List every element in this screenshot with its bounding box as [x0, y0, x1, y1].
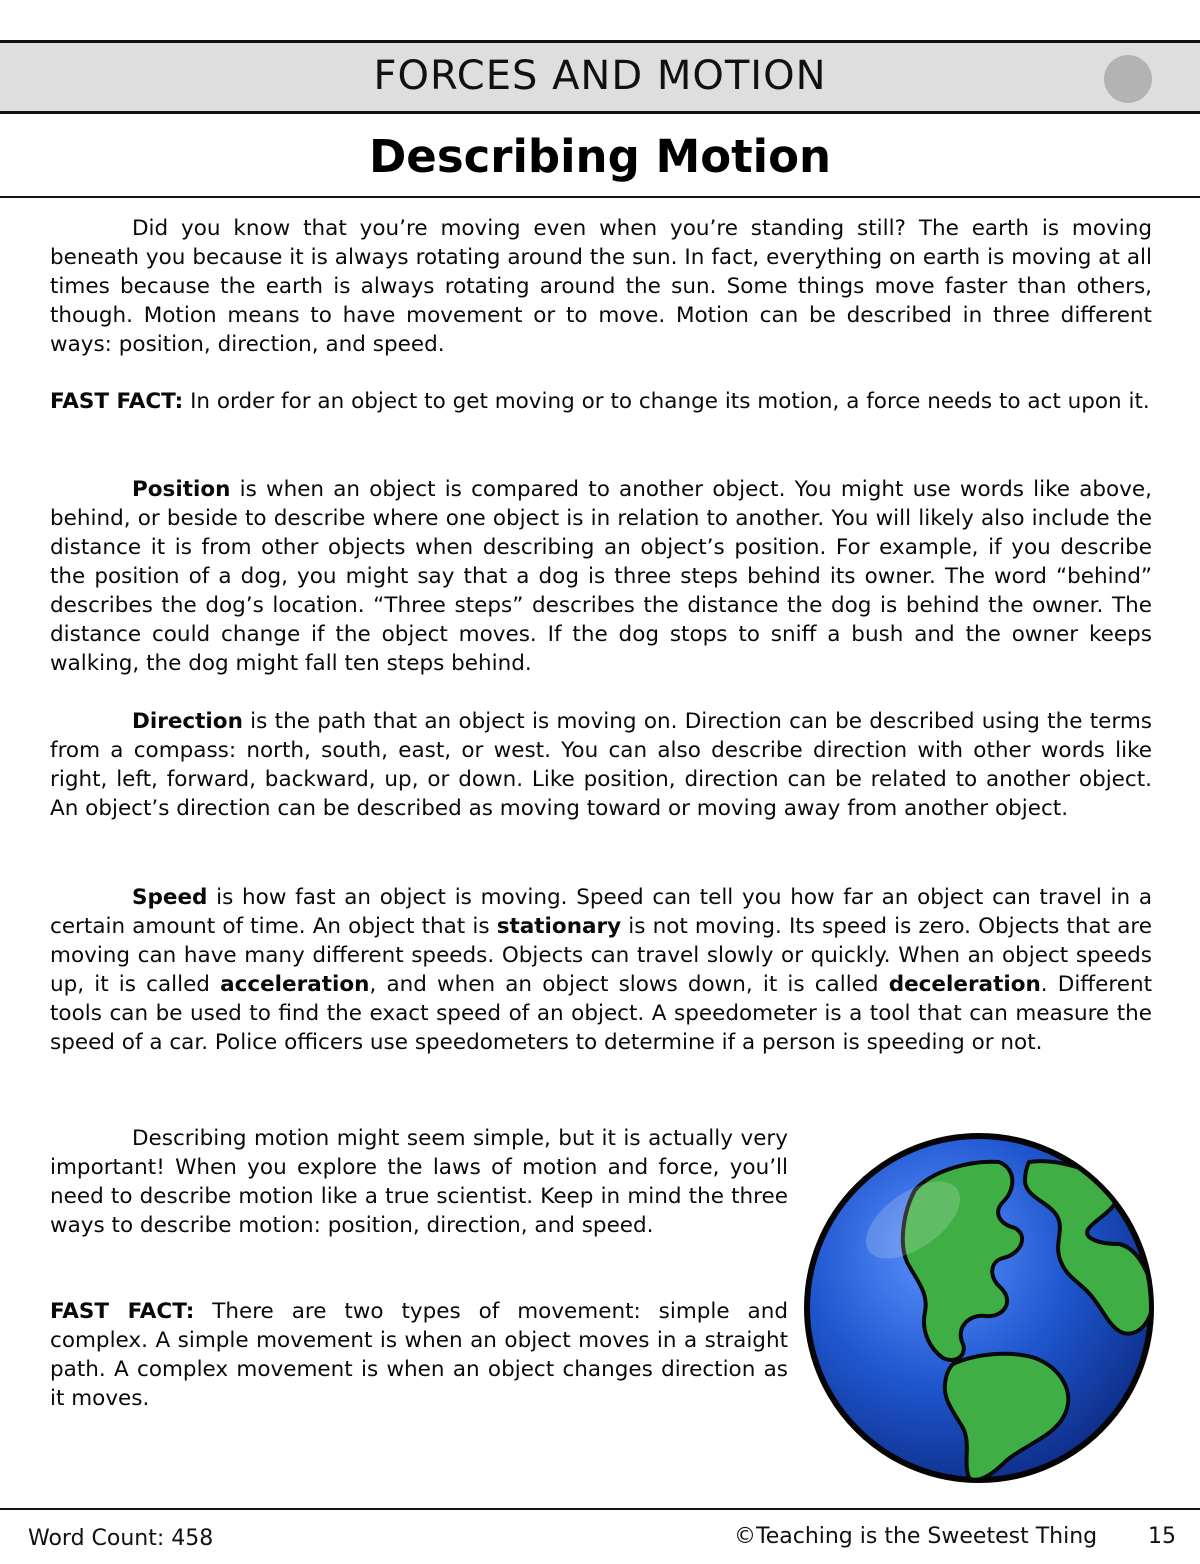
- position-text: is when an object is compared to another object. You might use words like above, behind, or beside to describe where one object is in relation to another. You will likely also include the distance it is from other objects when describing an object’s position. For example, if you describe the position of a dog, you might say that a dog is three steps behind its owner. The word “behind” describes the dog’s location. “Three steps” describes the distance the dog is behind the owner. The distance could change if the object moves. If the dog stops to sniff a bush and the owner keeps walking, the dog might fall ten steps behind.: [50, 477, 1152, 676]
- conclusion-paragraph: Describing motion might seem simple, but it is actually very important! When you explore the laws of motion and force, you’ll need to describe motion like a true scientist. Keep in mind the three ways to describe motion: position, direction, and speed.: [50, 1126, 788, 1238]
- hole-punch-dot-icon: [1104, 55, 1152, 103]
- page-title: Describing Motion: [368, 130, 832, 183]
- direction-paragraph: [50, 707, 1152, 823]
- speed-text-3: , and when an object slows down, it is called: [369, 972, 889, 997]
- fast-fact-paragraph-2: [50, 1297, 788, 1413]
- page-number: 15: [1148, 1524, 1176, 1549]
- direction-term: Direction: [132, 709, 243, 734]
- acceleration-term: acceleration: [220, 972, 370, 997]
- footer-divider: [0, 1508, 1200, 1510]
- section-banner: [0, 40, 1200, 114]
- copyright-text: ©Teaching is the Sweetest Thing: [734, 1524, 1098, 1549]
- title-divider: [0, 196, 1200, 198]
- fast-fact-paragraph: [50, 387, 1152, 416]
- section-title: FORCES AND MOTION: [373, 53, 827, 99]
- fast-fact-label-2: FAST FACT:: [50, 1299, 195, 1324]
- fast-fact-text: In order for an object to get moving or to change its motion, a force needs to act upon it.: [183, 389, 1150, 414]
- position-term: Position: [132, 477, 231, 502]
- earth-globe-icon: [803, 1132, 1155, 1484]
- speed-paragraph: [50, 883, 1152, 1057]
- fast-fact-text-2: There are two types of movement: simple and complex. A simple movement is when an object moves in a straight path. A complex movement is when an object changes direction as it moves.: [50, 1299, 788, 1411]
- position-paragraph: [50, 475, 1152, 678]
- speed-text-2: is not moving. Its speed is zero. Objects that are moving can have many different speeds. Objects can travel slowly or quickly. When an object speeds up, it is called: [50, 914, 1153, 997]
- stationary-term: stationary: [496, 914, 622, 939]
- speed-term: Speed: [132, 885, 208, 910]
- speed-text-1: is how fast an object is moving. Speed can tell you how far an object can travel in a certain amount of time. An object that is: [50, 885, 1152, 939]
- word-count: Word Count: 458: [28, 1526, 214, 1551]
- speed-text-4: . Different tools can be used to find the exact speed of an object. A speedometer is a tool that can measure the speed of a car. Police officers use speedometers to determine if a person is speeding or not.: [50, 972, 1152, 1055]
- fast-fact-label: FAST FACT:: [50, 389, 184, 414]
- deceleration-term: deceleration: [888, 972, 1041, 997]
- intro-paragraph: Did you know that you’re moving even when you’re standing still? The earth is moving beneath you because it is always rotating around the sun. In fact, everything on earth is moving at all times because the earth is always rotating around the sun. Some things move faster than others, though. Motion means to have movement or to move. Motion can be described in three different ways: position, direction, and speed.: [50, 216, 1152, 357]
- direction-text: is the path that an object is moving on. Direction can be described using the terms from a compass: north, south, east, or west. You can also describe direction with other words like right, left, forward, backward, up, or down. Like position, direction can be related to another object. An object’s direction can be described as moving toward or moving away from another object.: [50, 709, 1152, 821]
